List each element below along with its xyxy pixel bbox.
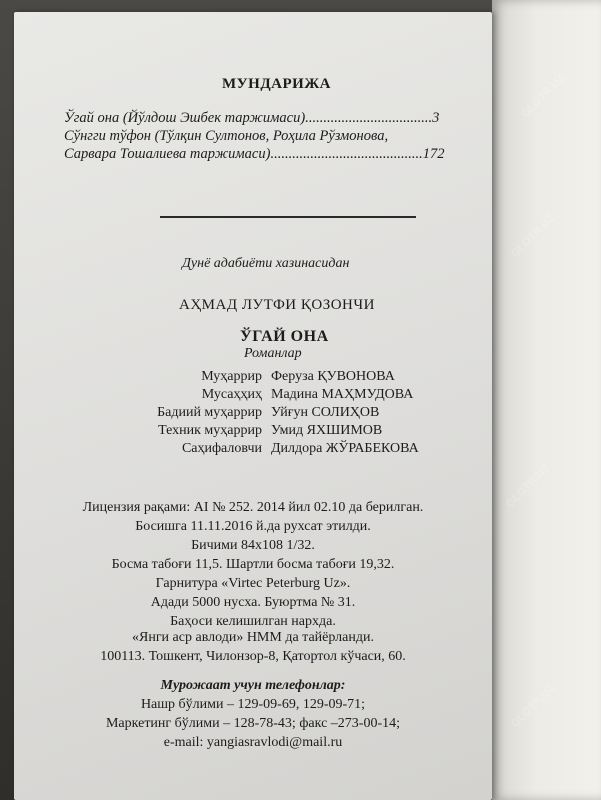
facing-page — [492, 0, 601, 800]
credit-role: Муҳаррир — [201, 369, 262, 384]
watermark: GLOTR.UZ — [518, 71, 568, 121]
author-name: АҲМАД ЛУТФИ ҚОЗОНЧИ — [179, 297, 375, 313]
contact-line: Маркетинг бўлими – 128-78-43; факс –273-00-14; — [105, 716, 400, 731]
genre-label: Романлар — [244, 346, 302, 361]
divider-rule — [160, 216, 416, 218]
book-page — [14, 12, 492, 800]
contact-line: e-mail: yangiasravlodi@mail.ru — [163, 735, 343, 750]
imprint-line: Лицензия рақами: AI № 252. 2014 йил 02.10 да берилган. — [82, 500, 424, 515]
credit-role: Техник муҳаррир — [158, 423, 262, 438]
toc-entry: Ўгай она (Йўлдош Эшбек таржимаси)...................................3 — [64, 110, 440, 126]
publisher-line: 100113. Тошкент, Чилонзор-8, Қатортол кўчаси, 60. — [100, 649, 406, 664]
contact-line: Нашр бўлими – 129-09-69, 129-09-71; — [140, 697, 366, 712]
imprint-line: Баҳоси келишилган нархда. — [170, 614, 336, 629]
series-title: Дунё адабиёти хазинасидан — [182, 256, 350, 271]
toc-entry: Сўнгги тўфон (Тўлқин Султонов, Роҳила Рўзмонова, — [64, 128, 389, 144]
imprint-line: Босма табоғи 11,5. Шартли босма табоғи 19,32. — [111, 557, 395, 572]
credit-name: Мадина МАҲМУДОВА — [271, 387, 414, 402]
watermark: GLOTR.UZ — [508, 211, 558, 261]
imprint-line: Босишга 11.11.2016 й.да рухсат этилди. — [135, 519, 371, 534]
credit-name: Умид ЯХШИМОВ — [271, 423, 383, 438]
imprint-line: Бичими 84х108 1/32. — [191, 538, 315, 553]
publisher-line: «Янги аср авлоди» НММ да тайёрланди. — [131, 630, 374, 645]
imprint-line: Гарнитура «Virtec Peterburg Uz». — [155, 576, 351, 591]
watermark: GLOTR.UZ — [503, 461, 553, 511]
credit-name: Уйғун СОЛИҲОВ — [271, 405, 380, 420]
credit-name: Феруза ҚУВОНОВА — [271, 369, 395, 384]
contacts-heading: Мурожаат учун телефонлар: — [160, 678, 346, 693]
imprint-line: Адади 5000 нусха. Буюртма № 31. — [150, 595, 356, 610]
credit-role: Бадиий муҳаррир — [157, 405, 262, 420]
credit-name: Дилдора ЖЎРАБЕКОВА — [271, 441, 419, 456]
book-title: ЎГАЙ ОНА — [240, 328, 329, 345]
credit-role: Саҳифаловчи — [181, 441, 262, 456]
toc-entry: Сарвара Тошалиева таржимаси)..........................................172 — [64, 146, 445, 162]
toc-title: МУНДАРИЖА — [222, 76, 331, 92]
credit-role: Мусаҳҳиҳ — [201, 387, 262, 402]
watermark: GLOTR.UZ — [508, 681, 558, 731]
